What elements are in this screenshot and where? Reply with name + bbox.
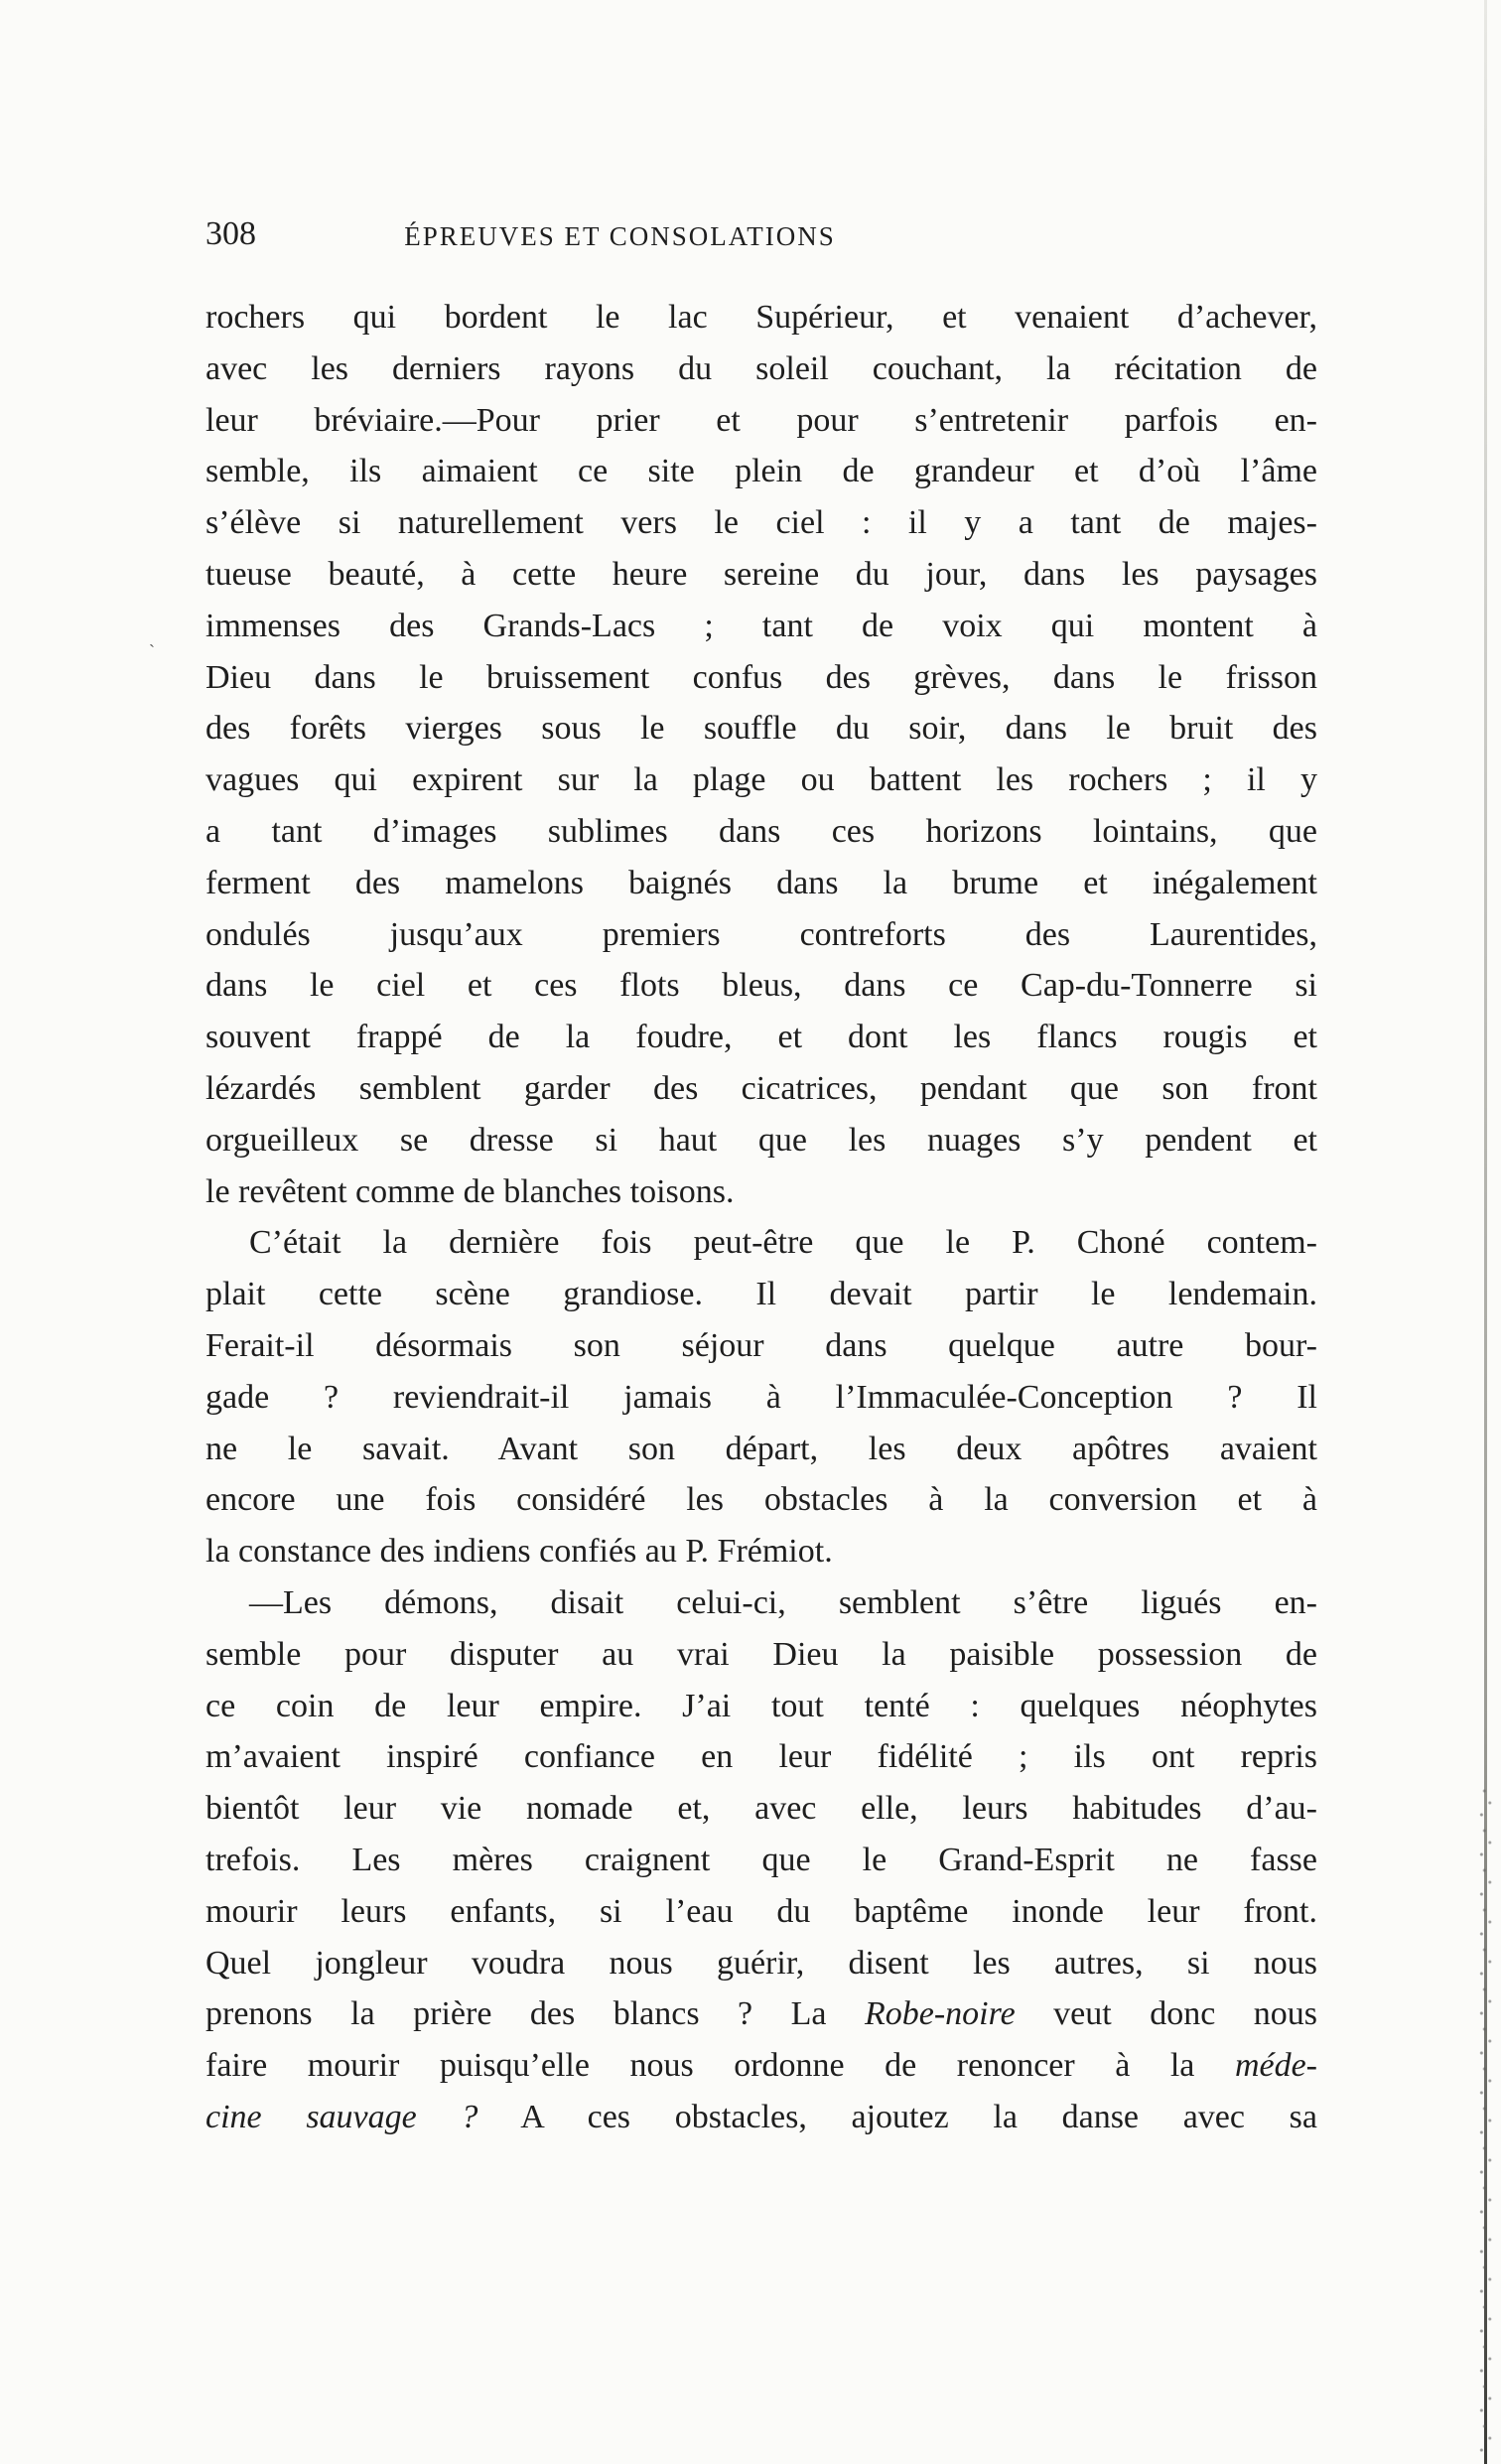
italic-text: Robe-noire [864,1995,1016,2033]
text-segment: faire mourir puisqu’elle nous ordonne de renoncer à la [205,2047,1235,2085]
italic-text: méde- [1234,2047,1317,2085]
text-segment: le revêtent comme de blanches toisons. [205,1172,735,1210]
text-line [205,1269,1317,1320]
text-line [205,1424,1317,1475]
scan-edge-noise [1473,1787,1501,2464]
text-line [205,703,1317,754]
running-title: ÉPREUVES ET CONSOLATIONS [404,221,836,251]
text-segment: tueuse beauté, à cette heure sereine du jour, dans les paysages [205,555,1317,593]
text-line [205,292,1317,343]
text-line [205,601,1317,652]
text-segment: s’élève si naturellement vers le ciel : il y a tant de majes- [205,504,1317,542]
text-segment: semble, ils aimaient ce site plein de grandeur et d’où l’âme [205,453,1317,490]
text-segment: bientôt leur vie nomade et, avec elle, leurs habitudes d’au- [205,1790,1317,1828]
text-line [205,858,1317,909]
text-line [205,1063,1317,1115]
text-segment: prenons la prière des blancs ? La [205,1995,865,2033]
text-line [205,1012,1317,1063]
text-segment: C’était la dernière fois peut-être que le P. Choné contem- [249,1224,1317,1262]
text-segment: mourir leurs enfants, si l’eau du baptême inonde leur front. [205,1892,1317,1930]
text-line [205,1681,1317,1732]
text-line [205,395,1317,447]
italic-text: cine sauvage ? [205,2098,478,2135]
text-segment: ne le savait. Avant son départ, les deux apôtres avaient [205,1430,1317,1467]
text-segment: semble pour disputer au vrai Dieu la paisible possession de [205,1635,1317,1673]
text-segment: lézardés semblent garder des cicatrices, pendant que son front [205,1069,1317,1107]
text-line [205,549,1317,601]
text-segment: veut donc nous [1015,1995,1317,2033]
text-segment: orgueilleux se dresse si haut que les nuages s’y pendent et [205,1121,1317,1159]
text-line [205,343,1317,395]
text-segment: rochers qui bordent le lac Supérieur, et venaient d’achever, [205,299,1317,336]
text-line [205,1474,1317,1526]
text-segment: souvent frappé de la foudre, et dont les flancs rougis et [205,1019,1317,1056]
text-segment: ondulés jusqu’aux premiers contreforts des Laurentides, [205,915,1317,953]
text-segment: a tant d’images sublimes dans ces horizons lointains, que [205,812,1317,850]
text-segment: encore une fois considéré les obstacles à la conversion et à [205,1481,1317,1519]
text-line [205,909,1317,961]
text-segment: leur bréviaire.—Pour prier et pour s’entretenir parfois en- [205,401,1317,439]
text-line [205,1372,1317,1424]
text-segment: ce coin de leur empire. J’ai tout tenté : quelques néophytes [205,1687,1317,1724]
body-text [205,292,1317,2143]
text-line [205,1988,1317,2040]
text-segment: avec les derniers rayons du soleil couchant, la récitation de [205,349,1317,387]
text-line [205,2092,1317,2143]
text-line [205,1938,1317,1989]
text-line [205,1217,1317,1269]
text-line [205,1115,1317,1166]
text-line [205,1577,1317,1629]
text-segment: immenses des Grands-Lacs ; tant de voix qui montent à [205,607,1317,644]
text-segment: ferment des mamelons baignés dans la brume et inégalement [205,864,1317,901]
text-line [205,960,1317,1012]
text-segment: plait cette scène grandiose. Il devait partir le lendemain. [205,1276,1317,1313]
text-segment: vagues qui expirent sur la plage ou battent les rochers ; il y [205,761,1317,799]
text-segment: Dieu dans le bruissement confus des grèves, dans le frisson [205,658,1317,696]
text-line [205,1835,1317,1886]
text-segment: gade ? reviendrait-il jamais à l’Immaculée-Conception ? Il [205,1378,1317,1416]
text-line [205,652,1317,704]
text-line [205,806,1317,858]
text-line [205,1886,1317,1938]
text-line [205,2040,1317,2092]
text-line [205,446,1317,497]
text-segment: la constance des indiens confiés au P. Frémiot. [205,1533,833,1571]
stray-mark: ˎ [149,627,155,647]
text-segment: m’avaient inspiré confiance en leur fidélité ; ils ont repris [205,1738,1317,1776]
text-segment: dans le ciel et ces flots bleus, dans ce Cap-du-Tonnerre si [205,967,1317,1005]
text-line [205,754,1317,806]
text-line [205,1783,1317,1835]
text-segment: des forêts vierges sous le souffle du soir, dans le bruit des [205,710,1317,748]
text-segment: —Les démons, disait celui-ci, semblent s’être ligués en- [249,1583,1317,1621]
text-segment: Ferait-il désormais son séjour dans quelque autre bour- [205,1326,1317,1364]
text-line [205,497,1317,549]
text-segment: A ces obstacles, ajoutez la danse avec sa [478,2098,1317,2135]
text-line [205,1629,1317,1681]
text-segment: trefois. Les mères craignent que le Grand-Esprit ne fasse [205,1841,1317,1878]
text-line [205,1526,1317,1577]
text-line [205,1166,1317,1218]
text-line [205,1320,1317,1372]
text-segment: Quel jongleur voudra nous guérir, disent les autres, si nous [205,1944,1317,1982]
page-number: 308 [205,215,256,252]
text-line [205,1731,1317,1783]
page-header [205,212,1034,256]
